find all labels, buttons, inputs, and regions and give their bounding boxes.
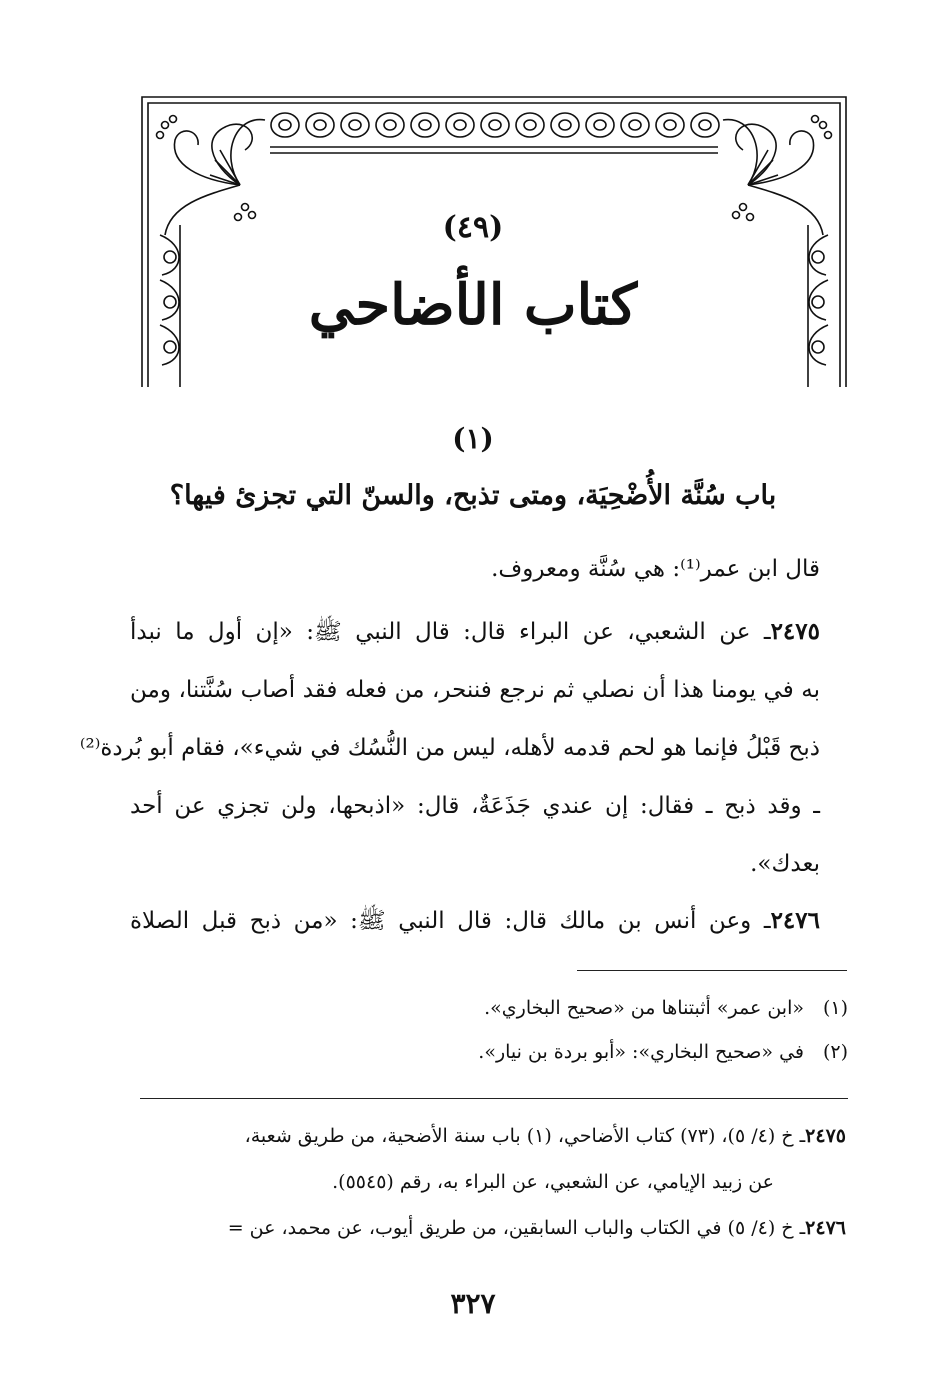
reference-item: [140, 1113, 846, 1159]
hadith-number: ٢٤٧٥: [770, 618, 820, 645]
footnote-item: [478, 986, 848, 1030]
hadith-number: ٢٤٧٦: [770, 907, 820, 934]
hadith-line: ـ وقد ذبح ـ فقال: إن عندي جَذَعَةٌ، قال: «اذبحها، ولن تجزي عن أحد: [130, 793, 820, 819]
footnote-label: (١): [822, 997, 848, 1019]
footnote-label: (٢): [822, 1041, 848, 1063]
references: [140, 1113, 846, 1251]
section-title: باب سُنَّة الأُضْحِيَة، ومتى تذبح، والسنّ التي تجزئ فيها؟: [169, 480, 777, 511]
footnote-text: «ابن عمر» أثبتناها من «صحيح البخاري».: [484, 997, 804, 1019]
footnotes: [478, 986, 848, 1074]
hadith-line: بعدك».: [750, 851, 820, 877]
reference-text: عن زبيد الإيامي، عن الشعبي، عن البراء به، رقم (٥٥٤٥).: [332, 1171, 774, 1193]
hadith-line: ـ عن الشعبي، عن البراء قال: قال النبي ﷺ: «إن أول ما نبدأ: [130, 619, 771, 645]
chapter-title: كتاب الأضاحي: [308, 272, 638, 338]
page-number: ٣٢٧: [450, 1287, 496, 1320]
hadith-2476: [130, 892, 820, 950]
footnote-item: [478, 1030, 848, 1074]
reference-text: ـ خ (٤/ ٥)، (٧٣) كتاب الأضاحي، (١) باب سنة الأضحية، من طريق شعبة،: [244, 1125, 806, 1147]
hadith-2475: [79, 603, 820, 893]
chapter-number: (٤٩): [442, 210, 504, 245]
reference-number: ٢٤٧٦: [805, 1217, 846, 1239]
footnote-text: في «صحيح البخاري»: «أبو بردة بن نيار».: [478, 1041, 804, 1063]
reference-item: [140, 1205, 846, 1251]
reference-number: ٢٤٧٥: [805, 1125, 846, 1147]
hadith-line: به في يومنا هذا أن نصلي ثم نرجع فننحر، من فعله فقد أصاب سُنَّتنا، ومن: [130, 677, 820, 703]
section-number: (١): [452, 422, 494, 455]
intro-text: قال ابن عمر⁽¹⁾: هي سُنَّة ومعروف.: [491, 556, 820, 582]
hadith-line: ذبح قَبْلُ فإنما هو لحم قدمه لأهله، ليس من النُّسُك في شيء»، فقام أبو بُردة⁽²⁾: [79, 735, 820, 761]
hadith-line: ـ وعن أنس بن مالك قال: قال النبي ﷺ: «من ذبح قبل الصلاة: [130, 908, 771, 934]
intro-paragraph: [130, 540, 820, 598]
references-separator: [140, 1098, 848, 1099]
footnote-separator: [577, 970, 847, 971]
reference-text: ـ خ (٤/ ٥) في الكتاب والباب السابقين، من طريق أيوب، عن محمد، عن =: [227, 1217, 806, 1239]
